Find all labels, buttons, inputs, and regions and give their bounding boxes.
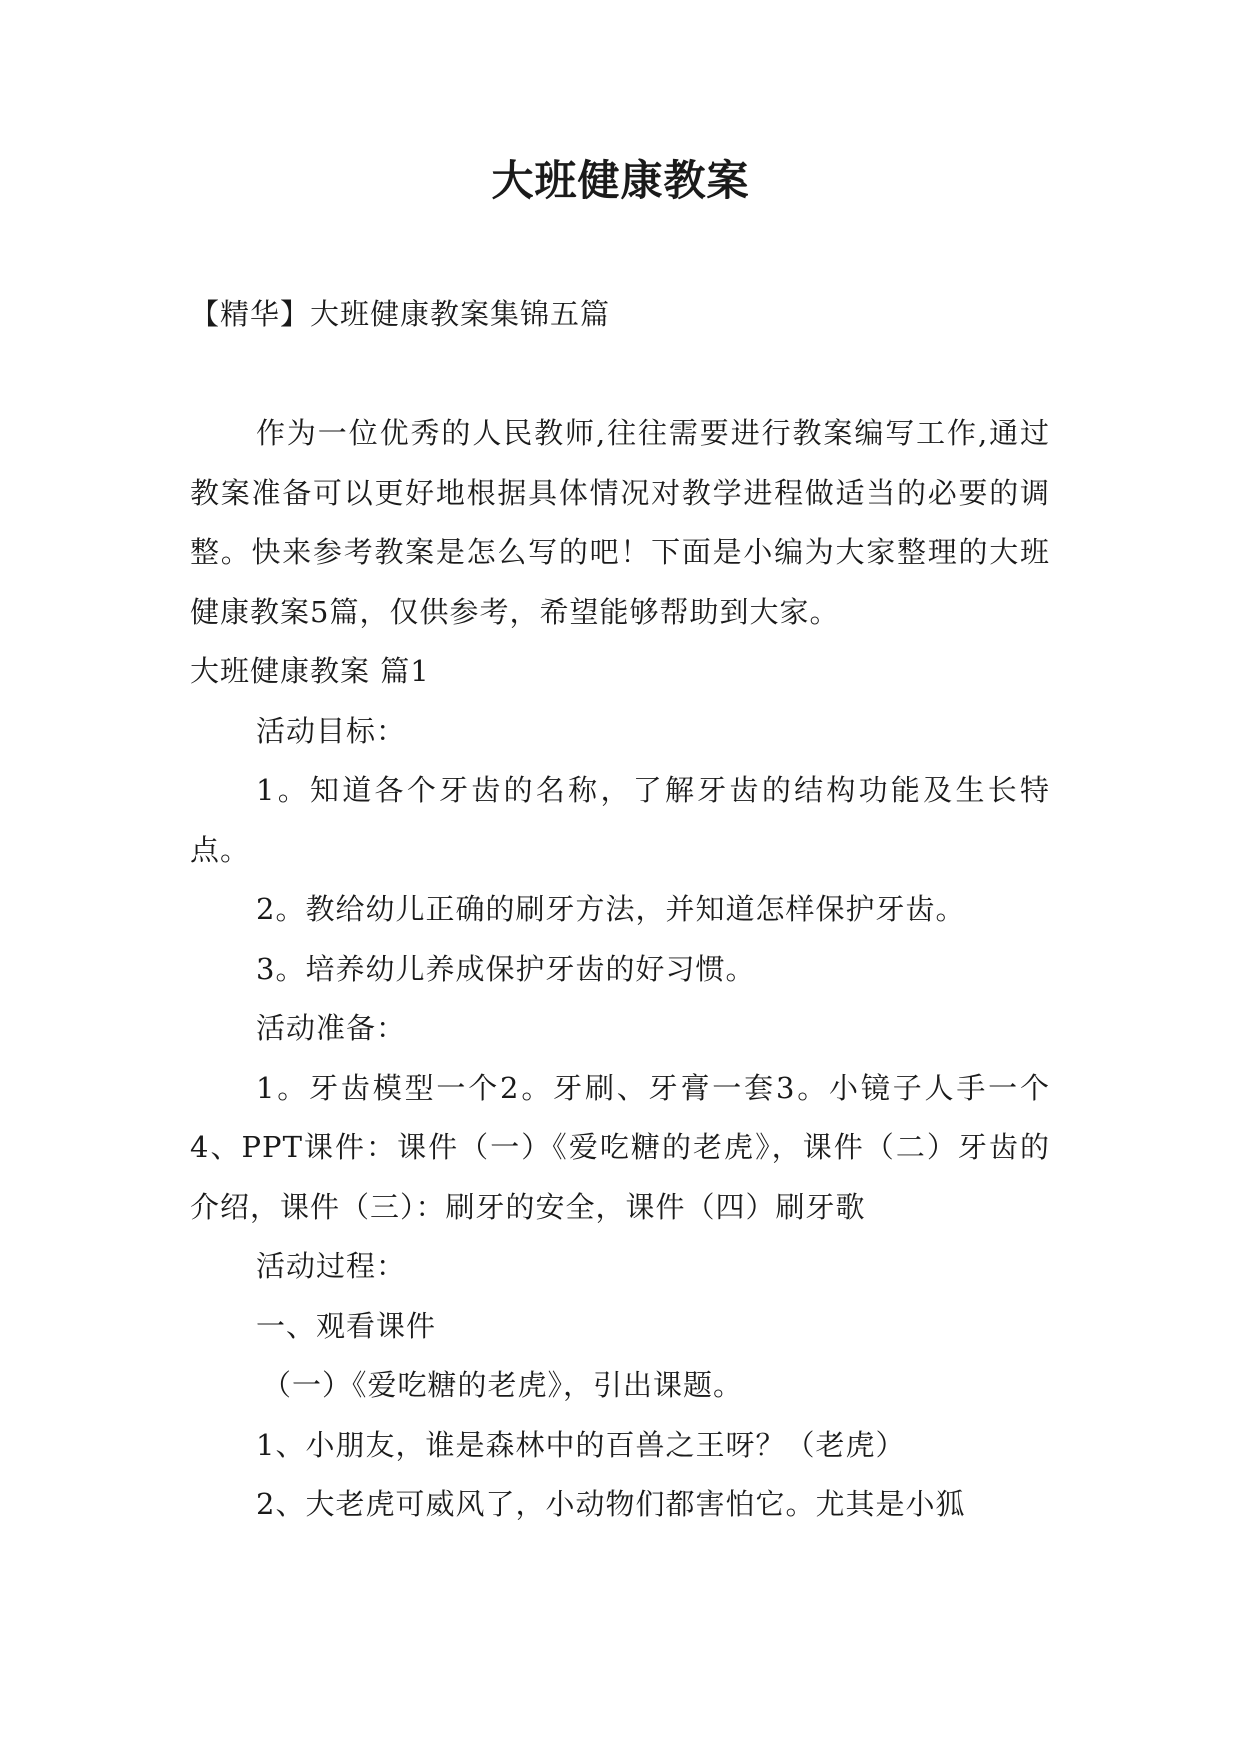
goals-label: 活动目标： — [256, 713, 407, 748]
question-item: 1、小朋友，谁是森林中的百兽之王呀？（老虎） — [256, 1427, 906, 1462]
goal-item: 3。培养幼儿养成保护牙齿的好习惯。 — [256, 951, 756, 986]
document-title: 大班健康教案 — [491, 156, 750, 205]
document-body — [190, 404, 1050, 1535]
prep-label: 活动准备： — [256, 1011, 407, 1045]
goal-item: 2。教给幼儿正确的刷牙方法，并知道怎样保护牙齿。 — [256, 892, 966, 926]
intro-paragraph: 作为一位优秀的人民教师,往往需要进行教案编写工作,通过教案准备可以更好地根据具体情况对教学进程做适当的必要的调整。快来参考教案是怎么写的吧！下面是小编为大家整理的大班健康教案5篇，仅供参考，希望能够帮助到大家。 — [190, 416, 1050, 629]
question-item: 2、大老虎可威风了，小动物们都害怕它。尤其是小狐 — [256, 1487, 966, 1521]
goal-item: 1。知道各个牙齿的名称，了解牙齿的结构功能及生长特点。 — [190, 773, 1050, 867]
process-label: 活动过程： — [256, 1249, 407, 1283]
section-heading: 大班健康教案 篇1 — [190, 654, 430, 688]
prep-paragraph: 1。牙齿模型一个2。牙刷、牙膏一套3。小镜子人手一个4、PPT课件：课件（一）《爱吃糖的老虎》，课件（二）牙齿的介绍，课件（三）：刷牙的安全，课件（四）刷牙歌 — [190, 1070, 1050, 1224]
document-subtitle: 【精华】大班健康教案集锦五篇 — [190, 297, 611, 331]
step-heading: 一、观看课件 — [256, 1308, 437, 1343]
step-subheading: （一）《爱吃糖的老虎》，引出课题。 — [262, 1368, 744, 1402]
